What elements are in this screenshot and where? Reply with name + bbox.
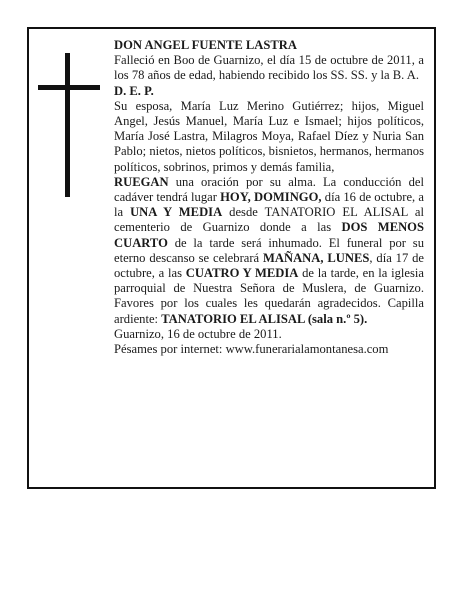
details-text-6: de la tarde, en la iglesia parroquial de Nuestra Señora de Muslera, de Guarnizo. Favores por los cuales les quedarán agradecidos. Capilla ardiente: [114, 266, 424, 326]
place-date: Guarnizo, 16 de octubre de 2011. [114, 326, 282, 341]
details-text-4: de la tarde será inhumado. El funeral por su eterno descanso se celebrará [114, 235, 424, 265]
rip-line: D. E. P. [114, 83, 154, 98]
deceased-name: DON ANGEL FUENTE LASTRA [114, 38, 297, 52]
cross-icon [38, 53, 102, 197]
funeral-details [114, 175, 424, 327]
family-list: Su esposa, María Luz Merino Gutiérrez; hijos, Miguel Angel, Jesús Manuel, María Luz e Ismael; hijos políticos, María José Lastra, Milagros Moya, Rafael Díez y Nuria San Pablo; nietos, nietos políticos, bisnietos, hermanos, hermanos políticos, sobrinos, primos y demás familia, [114, 98, 424, 174]
chapel-location: TANATORIO EL ALISAL (sala n.º 5). [161, 311, 368, 326]
details-text-3: desde TANATORIO EL ALISAL al cementerio de Guarnizo donde a las [114, 205, 424, 235]
cross-vertical-bar [65, 53, 70, 197]
time-funeral: CUATRO Y MEDIA [185, 266, 299, 281]
ruegan-label: RUEGAN [114, 174, 169, 189]
cross-horizontal-bar [38, 85, 100, 90]
details-text-5: , día 17 de octubre, a las [114, 250, 424, 281]
death-statement: Falleció en Boo de Guarnizo, el día 15 de octubre de 2011, a los 78 años de edad, habiendo recibido los SS. SS. y la B. A. [114, 53, 424, 83]
time-burial: DOS MENOS CUARTO [114, 220, 424, 250]
funeral-day: MAÑANA, LUNES [263, 250, 370, 265]
details-text-1: una oración por su alma. La conducción del cadáver tendrá lugar [114, 174, 424, 205]
obituary-text [114, 38, 424, 357]
time-conduction: UNA Y MEDIA [130, 205, 223, 220]
day-label: HOY, DOMINGO, [220, 190, 322, 205]
details-text-2: día 16 de octubre, a la [114, 190, 425, 220]
condolences-line: Pésames por internet: www.funerarialamontanesa.com [114, 342, 389, 357]
